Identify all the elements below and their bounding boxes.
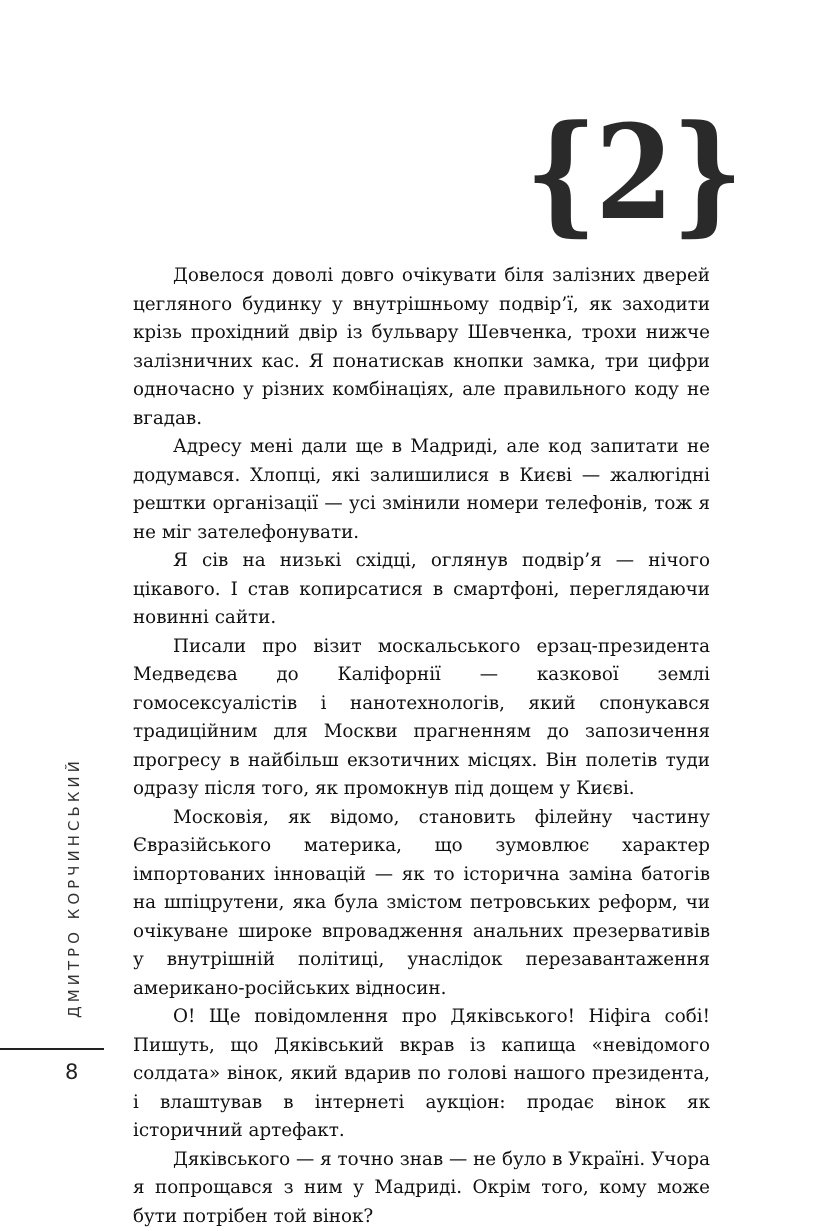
paragraph: Писали про візит москальського ерзац-президента Медведєва до Каліфорнії — казкової землі гомосексуалістів і нанотехнологів, який спонукався традиційним для Москви прагненням до запозичення прогресу в найбільш екзотичних місцях. Він полетів туди одразу після того, як промокнув під дощем у Києві. — [133, 633, 710, 804]
paragraph: Адресу мені дали ще в Мадриді, але код запитати не додумався. Хлопці, які залишилися в Києві — жалюгідні рештки організації — усі змінили номери телефонів, тож я не міг зателефонувати. — [133, 433, 710, 547]
running-head-author: ДМИТРО КОРЧИНСЬКИЙ — [65, 698, 83, 1018]
paragraph: Довелося доволі довго очікувати біля залізних дверей цегляного будинку у внутрішньому подвір’ї, як заходити крізь прохідний двір із бульвару Шевченка, трохи нижче залізничних кас. Я понатискав кнопки замка, три цифри одночасно у різних комбінаціях, але правильного коду не вгадав. — [133, 262, 710, 433]
paragraph: О! Ще повідомлення про Дяківського! Ніфіга собі! Пишуть, що Дяківський вкрав із капища «невідомого солдата» вінок, який вдарив по голові нашого президента, і влаштував в інтернеті аукціон: продає вінок як історичний артефакт. — [133, 1003, 710, 1146]
paragraph: Московія, як відомо, становить філейну частину Євразійського материка, що зумовлює характер імпортованих інновацій — як то історична заміна батогів на шпіцрутени, яка була змістом петровських реформ, чи очікуване широке впровадження анальних презервативів у внутрішній політиці, унаслідок перезавантаження американо-російських відносин. — [133, 804, 710, 1004]
page-number: 8 — [65, 1060, 78, 1084]
chapter-body — [133, 262, 710, 1231]
chapter-number: {2} — [526, 108, 742, 238]
paragraph: Дяківського — я точно знав — не було в Україні. Учора я попрощався з ним у Мадриді. Окрім того, кому може бути потрібен той вінок? — [133, 1146, 710, 1231]
paragraph: Я сів на низькі східці, оглянув подвір’я — нічого цікавого. І став копирсатися в смартфоні, переглядаючи новинні сайти. — [133, 547, 710, 633]
footer-rule — [0, 1048, 104, 1050]
